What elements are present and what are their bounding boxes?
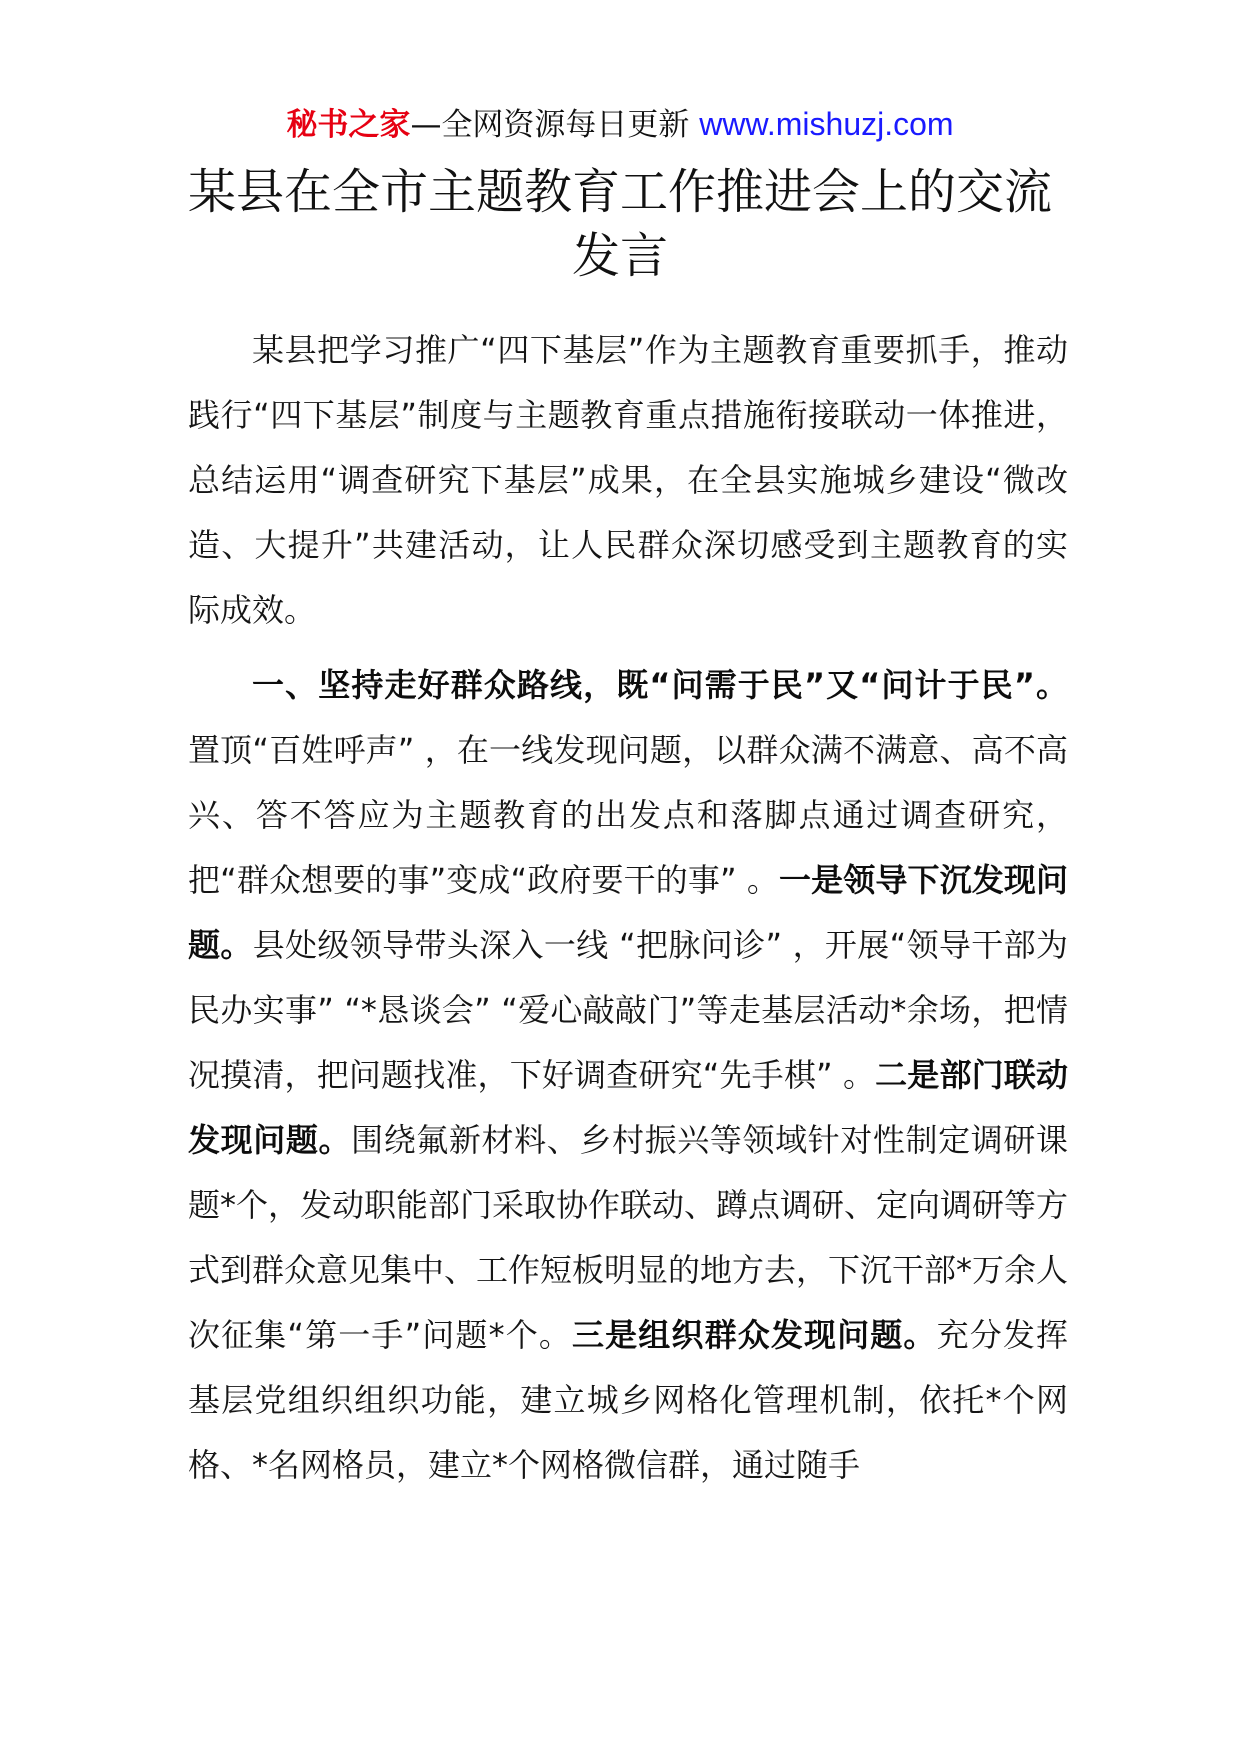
section-1-text: 置顶“百姓呼声” ，在一线发现问题，以群众满不满意、高不高兴、答不答应为主题教育的出发点和落脚点通过调查研究，把“群众想要的事”变成“政府要干的事” 。 (188, 731, 1068, 899)
point-1-text: 县处级领导带头深入一线 “把脉问诊” ，开展“领导干部为民办实事” “*恳谈会” “爱心敲敲门”等走基层活动*余场，把情况摸清，把问题找准，下好调查研究“先手棋” 。 (188, 926, 1068, 1094)
point-2-heading: 二是部门联动发现问题。 (188, 1056, 1068, 1159)
site-url[interactable]: www.mishuzj.com (699, 106, 954, 142)
document-title: 某县在全市主题教育工作推进会上的交流发言 (187, 164, 1052, 284)
site-brand: 秘书之家 (286, 107, 411, 143)
document-body (188, 318, 1068, 1498)
section-1-paragraph (188, 653, 1068, 1498)
point-1-heading: 一是领导下沉发现问题。 (188, 861, 1068, 964)
point-3-heading: 三是组织群众发现问题。 (572, 1316, 937, 1354)
point-3-text: 充分发挥基层党组织组织功能，建立城乡网格化管理机制，依托*个网格、*名网格员，建立*个网格微信群，通过随手 (188, 1316, 1068, 1484)
site-slogan: —全网资源每日更新 (410, 107, 700, 143)
intro-paragraph: 某县把学习推广“四下基层”作为主题教育重要抓手，推动践行“四下基层”制度与主题教育重点措施衔接联动一体推进，总结运用“调查研究下基层”成果，在全县实施城乡建设“微改造、大提升”共建活动，让人民群众深切感受到主题教育的实际成效。 (188, 331, 1068, 629)
site-header (0, 100, 1240, 149)
point-2-text: 围绕氟新材料、乡村振兴等领域针对性制定调研课题*个，发动职能部门采取协作联动、蹲点调研、定向调研等方式到群众意见集中、工作短板明显的地方去，下沉干部*万余人次征集“第一手”问题*个。 (188, 1121, 1069, 1354)
section-1-heading: 一、坚持走好群众路线，既“问需于民”又“问计于民”。 (252, 666, 1068, 704)
